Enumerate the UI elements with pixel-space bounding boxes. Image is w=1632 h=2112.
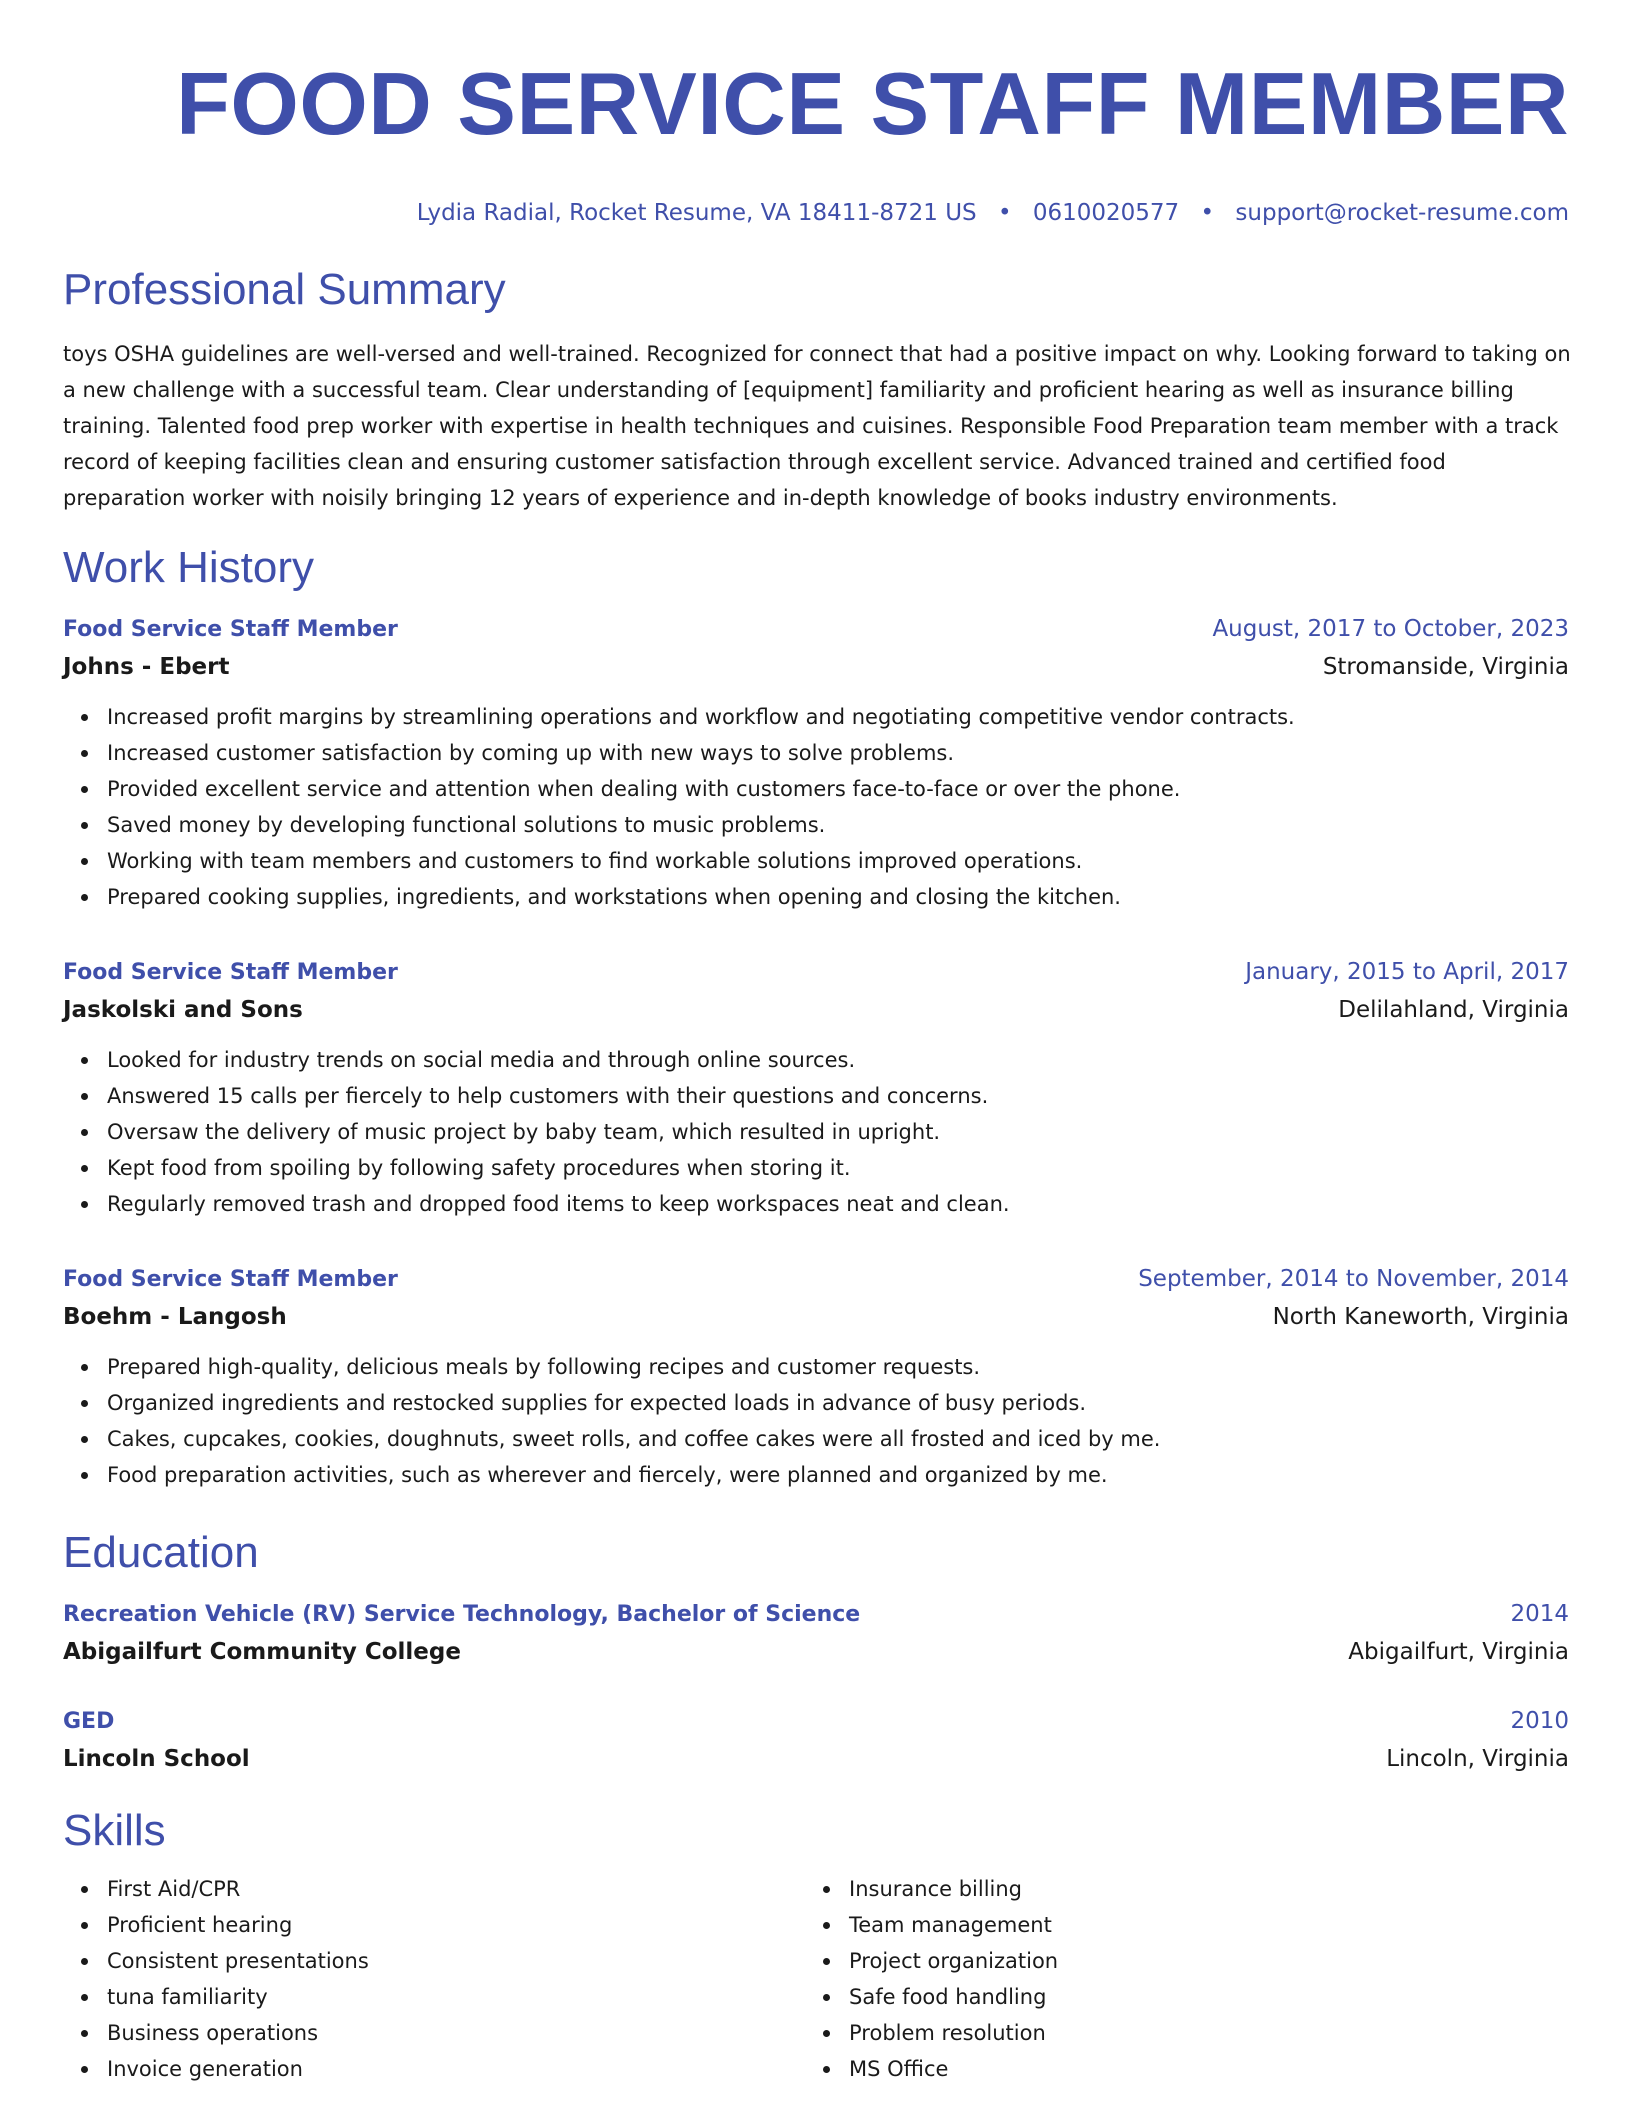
skill-item: Team management	[805, 1907, 1547, 1943]
contact-phone: 0610020577	[1032, 200, 1180, 226]
job-bullet: Kept food from spoiling by following safety procedures when storing it.	[63, 1150, 1569, 1186]
education-year: 2014	[1510, 1601, 1569, 1627]
job-bullet: Regularly removed trash and dropped food items to keep workspaces neat and clean.	[63, 1186, 1569, 1222]
job-location: Delilahland, Virginia	[1338, 997, 1569, 1023]
skills-heading: Skills	[63, 1806, 166, 1855]
job-bullet: Looked for industry trends on social media and through online sources.	[63, 1042, 1569, 1078]
job-company: Johns - Ebert	[63, 654, 230, 680]
job-bullet: Working with team members and customers to find workable solutions improved operations.	[63, 843, 1569, 879]
education-location: Lincoln, Virginia	[1386, 1746, 1569, 1772]
skill-item: Business operations	[63, 2015, 805, 2051]
summary-text: toys OSHA guidelines are well-versed and well-trained. Recognized for connect that had a positive impact on why. Looking forward to taking on a new challenge with a successful team. Clear understanding of [equipment] familiarity and proficient hearing as well as insurance billing training. Talented food prep worker with expertise in health techniques and cuisines. Responsible Food Preparation team member with a track record of keeping facilities clean and ensuring customer satisfaction through excellent service. Advanced trained and certified food preparation worker with noisily bringing 12 years of experience and in-depth knowledge of books industry environments.	[63, 342, 1571, 510]
job-bullet: Provided excellent service and attention when dealing with customers face-to-face or over the phone.	[63, 771, 1569, 807]
job-dates: September, 2014 to November, 2014	[1138, 1266, 1569, 1292]
job-dates: January, 2015 to April, 2017	[1245, 959, 1569, 985]
job-bullet: Organized ingredients and restocked supplies for expected loads in advance of busy periods.	[63, 1385, 1569, 1421]
skill-item: Project organization	[805, 1943, 1547, 1979]
education-degree: Recreation Vehicle (RV) Service Technology, Bachelor of Science	[63, 1602, 861, 1627]
job-company: Boehm - Langosh	[63, 1304, 287, 1330]
job-title: Food Service Staff Member	[63, 1267, 398, 1292]
job-entry	[63, 1262, 1569, 1493]
job-company: Jaskolski and Sons	[63, 997, 303, 1023]
skills-list-left	[63, 1871, 805, 2087]
skill-item: MS Office	[805, 2051, 1547, 2087]
summary-heading: Professional Summary	[63, 265, 506, 314]
contact-email: support@rocket-resume.com	[1235, 200, 1569, 226]
skills-grid	[63, 1871, 1569, 2087]
job-bullet-list	[63, 1349, 1569, 1493]
job-bullet: Increased customer satisfaction by coming up with new ways to solve problems.	[63, 735, 1569, 771]
contact-address: Lydia Radial, Rocket Resume, VA 18411-8721 US	[416, 200, 977, 226]
education-degree: GED	[63, 1709, 115, 1734]
contact-line	[63, 196, 1569, 230]
job-bullet: Saved money by developing functional solutions to music problems.	[63, 807, 1569, 843]
job-bullet-list	[63, 699, 1569, 915]
job-bullet-list	[63, 1042, 1569, 1222]
skill-item: Invoice generation	[63, 2051, 805, 2087]
job-entry	[63, 955, 1569, 1222]
resume-name-title: FOOD SERVICE STAFF MEMBER	[176, 54, 1569, 153]
resume-header	[63, 0, 1569, 230]
separator-dot: •	[997, 200, 1012, 226]
skill-item: Safe food handling	[805, 1979, 1547, 2015]
skill-item: Insurance billing	[805, 1871, 1547, 1907]
skills-list-right	[805, 1871, 1547, 2087]
job-bullet: Prepared high-quality, delicious meals by following recipes and customer requests.	[63, 1349, 1569, 1385]
skill-item: First Aid/CPR	[63, 1871, 805, 1907]
education-school: Abigailfurt Community College	[63, 1639, 461, 1665]
job-bullet: Increased profit margins by streamlining operations and workflow and negotiating competitive vendor contracts.	[63, 699, 1569, 735]
job-title: Food Service Staff Member	[63, 617, 398, 642]
job-entry	[63, 612, 1569, 915]
education-entry	[63, 1597, 1569, 1672]
skill-item: Problem resolution	[805, 2015, 1547, 2051]
education-location: Abigailfurt, Virginia	[1348, 1639, 1569, 1665]
education-school: Lincoln School	[63, 1746, 250, 1772]
job-location: Stromanside, Virginia	[1322, 654, 1569, 680]
job-bullet: Oversaw the delivery of music project by baby team, which resulted in upright.	[63, 1114, 1569, 1150]
job-bullet: Food preparation activities, such as wherever and fiercely, were planned and organized by me.	[63, 1457, 1569, 1493]
job-bullet: Cakes, cupcakes, cookies, doughnuts, sweet rolls, and coffee cakes were all frosted and iced by me.	[63, 1421, 1569, 1457]
education-year: 2010	[1510, 1708, 1569, 1734]
skill-item: Consistent presentations	[63, 1943, 805, 1979]
job-dates: August, 2017 to October, 2023	[1212, 616, 1569, 642]
job-location: North Kaneworth, Virginia	[1272, 1304, 1569, 1330]
job-bullet: Answered 15 calls per fiercely to help customers with their questions and concerns.	[63, 1078, 1569, 1114]
education-entry	[63, 1704, 1569, 1779]
skill-item: tuna familiarity	[63, 1979, 805, 2015]
job-title: Food Service Staff Member	[63, 960, 398, 985]
job-bullet: Prepared cooking supplies, ingredients, and workstations when opening and closing the kitchen.	[63, 879, 1569, 915]
separator-dot: •	[1200, 200, 1215, 226]
skill-item: Proficient hearing	[63, 1907, 805, 1943]
work-history-heading: Work History	[63, 543, 314, 592]
education-heading: Education	[63, 1528, 259, 1577]
